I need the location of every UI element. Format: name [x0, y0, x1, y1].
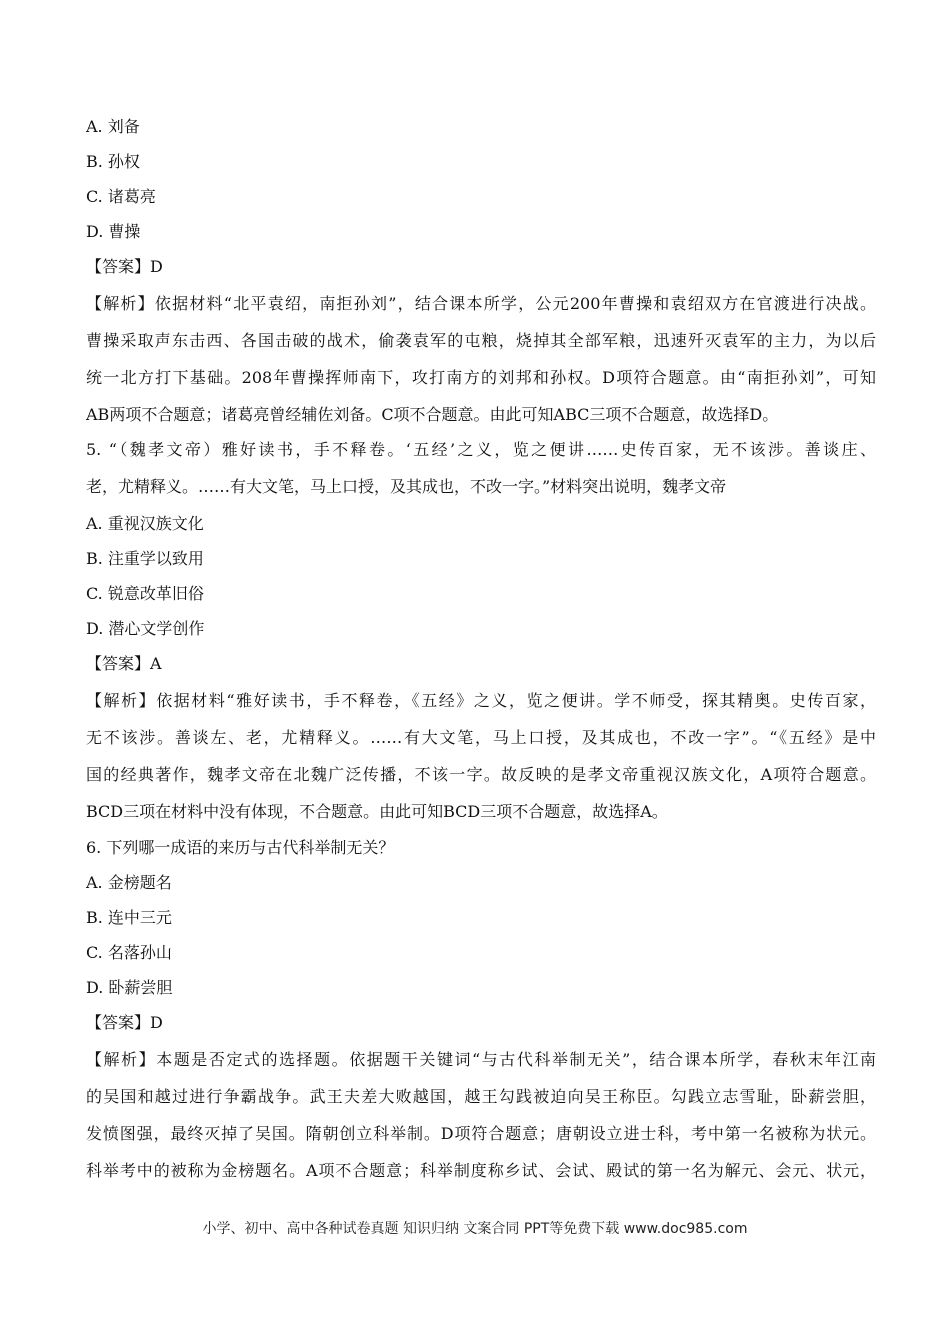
q5-stem-line: 5. “（魏孝文帝）雅好读书，手不释卷。‘五经’之义，览之便讲……史传百家，无不该涉。善谈庄、: [86, 440, 876, 459]
page-footer: 小学、初中、高中各种试卷真题 知识归纳 文案合同 PPT等免费下载 www.doc985.com: [202, 1221, 748, 1237]
q5-answer: 【答案】A: [86, 654, 162, 673]
q4-analysis-line: 统一北方打下基础。208年曹操挥师南下，攻打南方的刘邦和孙权。D项符合题意。由“南拒孙刘”，可知: [86, 368, 876, 387]
q6-analysis-line: 的吴国和越过进行争霸战争。武王夫差大败越国，越王勾践被迫向吴王称臣。勾践立志雪耻，卧薪尝胆，: [86, 1087, 876, 1106]
q5-stem-line: 老，尤精释义。……有大文笔，马上口授，及其成也，不改一字。”材料突出说明，魏孝文帝: [86, 477, 727, 496]
q5-analysis-line: 无不该涉。善谈左、老，尤精释义。……有大文笔，马上口授，及其成也，不改一字”。“《五经》是中: [86, 728, 876, 747]
q5-option-a: A. 重视汉族文化: [86, 514, 204, 533]
q6-option-b: B. 连中三元: [86, 908, 172, 927]
q4-option-b: B. 孙权: [86, 152, 140, 171]
q6-analysis-line: 【解析】本题是否定式的选择题。依据题干关键词“与古代科举制无关”，结合课本所学，春秋末年江南: [86, 1050, 876, 1069]
q6-answer: 【答案】D: [86, 1013, 163, 1032]
q5-analysis-line: 国的经典著作，魏孝文帝在北魏广泛传播，不该一字。故反映的是孝文帝重视汉族文化，A项符合题意。: [86, 765, 876, 784]
q6-option-a: A. 金榜题名: [86, 873, 172, 892]
q4-option-d: D. 曹操: [86, 222, 141, 241]
q6-option-c: C. 名落孙山: [86, 943, 172, 962]
q5-option-b: B. 注重学以致用: [86, 549, 204, 568]
q4-answer: 【答案】D: [86, 257, 163, 276]
q5-option-d: D. 潜心文学创作: [86, 619, 205, 638]
q4-analysis-line: 曹操采取声东击西、各国击破的战术，偷袭袁军的屯粮，烧掉其全部军粮，迅速歼灭袁军的主力，为以后: [86, 331, 876, 350]
q6-stem-line: 6. 下列哪一成语的来历与古代科举制无关？: [86, 838, 395, 857]
q4-analysis-line: AB两项不合题意；诸葛亮曾经辅佐刘备。C项不合题意。由此可知ABC三项不合题意，故选择D。: [86, 405, 779, 424]
q5-analysis-line: 【解析】依据材料“雅好读书，手不释卷，《五经》之义，览之便讲。学不师受，探其精奥。史传百家，: [86, 691, 876, 710]
q6-option-d: D. 卧薪尝胆: [86, 978, 173, 997]
q4-analysis-line: 【解析】依据材料“北平袁绍，南拒孙刘”，结合课本所学，公元200年曹操和袁绍双方在官渡进行决战。: [86, 294, 876, 313]
q5-analysis-line: BCD三项在材料中没有体现，不合题意。由此可知BCD三项不合题意，故选择A。: [86, 802, 668, 821]
q4-option-c: C. 诸葛亮: [86, 187, 156, 206]
q6-analysis-line: 发愤图强，最终灭掉了吴国。隋朝创立科举制。D项符合题意；唐朝设立进士科，考中第一名被称为状元。: [86, 1124, 876, 1143]
q6-analysis-line: 科举考中的被称为金榜题名。A项不合题意；科举制度称乡试、会试、殿试的第一名为解元、会元、状元，: [86, 1161, 876, 1180]
q4-option-a: A. 刘备: [86, 117, 140, 136]
q5-option-c: C. 锐意改革旧俗: [86, 584, 204, 603]
